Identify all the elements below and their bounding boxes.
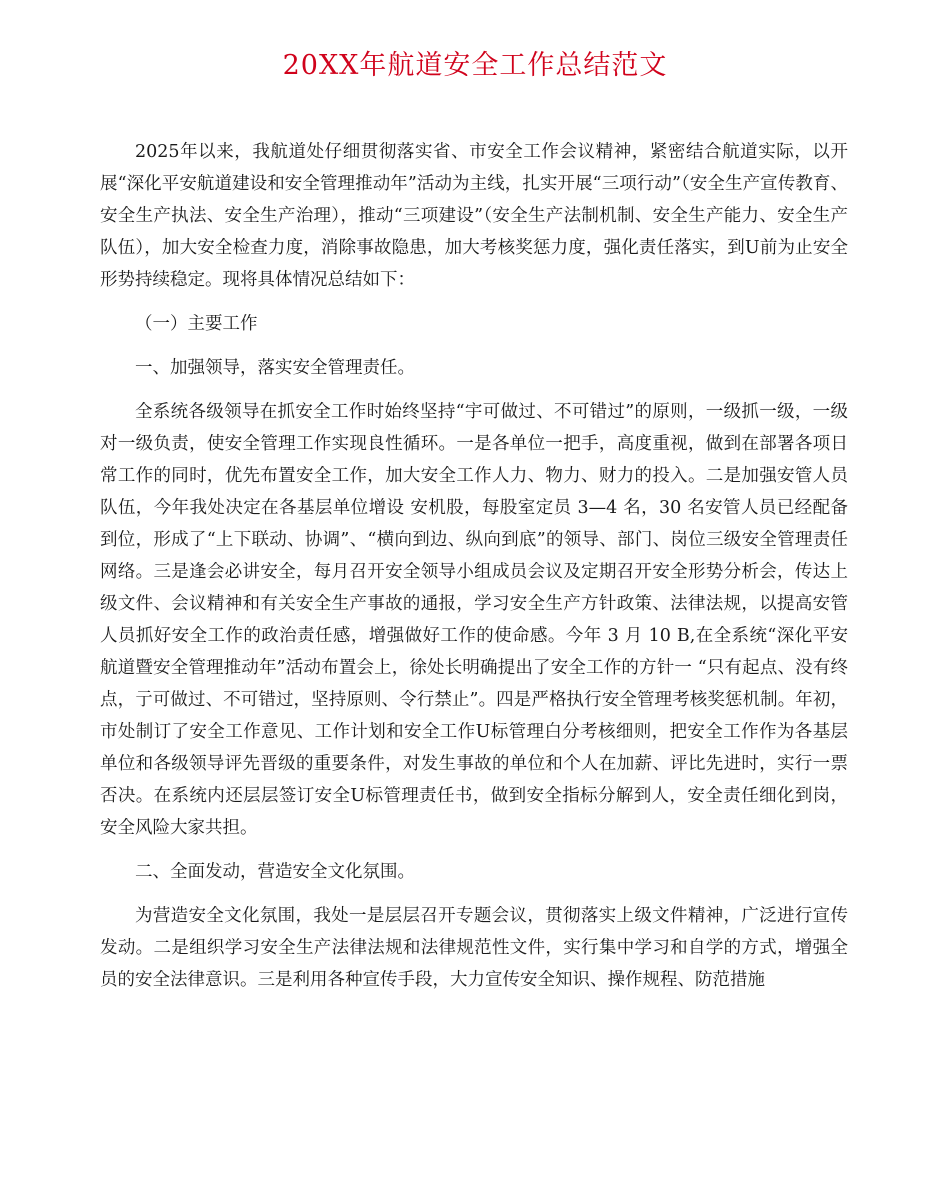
intro-paragraph: 2025年以来，我航道处仔细贯彻落实省、市安全工作会议精神，紧密结合航道实际，以开展“深化平安航道建设和安全管理推动年”活动为主线，扎实开展“三项行动”（安全生产宣传教育、安全生产执法、安全生产治理），推动“三项建设”（安全生产法制机制、安全生产能力、安全生产队伍），加大安全检查力度，消除事故隐患，加大考核奖惩力度，强化责任落实，到U前为止安全形势持续稳定。现将具体情况总结如下： bbox=[100, 142, 848, 290]
subheading-leadership: 一、加强领导，落实安全管理责任。 bbox=[135, 358, 415, 378]
document-body bbox=[100, 136, 848, 1008]
safety-culture-paragraph: 为营造安全文化氛围，我处一是层层召开专题会议，贯彻落实上级文件精神，广泛进行宣传发动。二是组织学习安全生产法律法规和法律规范性文件，实行集中学习和自学的方式，增强全员的安全法律意识。三是利用各种宣传手段，大力宣传安全知识、操作规程、防范措施 bbox=[100, 906, 848, 990]
leadership-paragraph: 全系统各级领导在抓安全工作时始终坚持“宇可做过、不可错过”的原则，一级抓一级，一级对一级负责，使安全管理工作实现良性循环。一是各单位一把手，高度重视，做到在部署各项日常工作的同时，优先布置安全工作，加大安全工作人力、物力、财力的投入。二是加强安管人员队伍，今年我处决定在各基层单位增设 安机股，每股室定员 3—4 名，30 名安管人员已经配备到位，形成了“上下联动、协调”、“横向到边、纵向到底”的领导、部门、岗位三级安全管理责任网络。三是逢会必讲安全，每月召开安全领导小组成员会议及定期召开安全形势分析会，传达上级文件、会议精神和有关安全生产事故的通报，学习安全生产方针政策、法律法规，以提高安管人员抓好安全工作的政治责任感，增强做好工作的使命感。今年 3 月 10 B,在全系统“深化平安航道暨安全管理推动年”活动布置会上，徐处长明确提出了安全工作的方针一 “只有起点、没有终点，亍可做过、不可错过，坚持原则、令行禁止”。四是严格执行安全管理考核奖惩机制。年初，市处制订了安全工作意见、工作计划和安全工作U标管理白分考核细则，把安全工作作为各基层单位和各级领导评先晋级的重要条件，对发生事故的单位和个人在加薪、评比先进时，实行一票否决。在系统内还层层签订安全U标管理责任书，做到安全指标分解到人，安全责任细化到岗，安全风险大家共担。 bbox=[100, 402, 848, 838]
document-title: 20XX年航道安全工作总结范文 bbox=[282, 50, 668, 81]
section-heading-main-work: （一）主要工作 bbox=[135, 314, 258, 334]
subheading-safety-culture: 二、全面发动，营造安全文化氛围。 bbox=[135, 862, 415, 882]
